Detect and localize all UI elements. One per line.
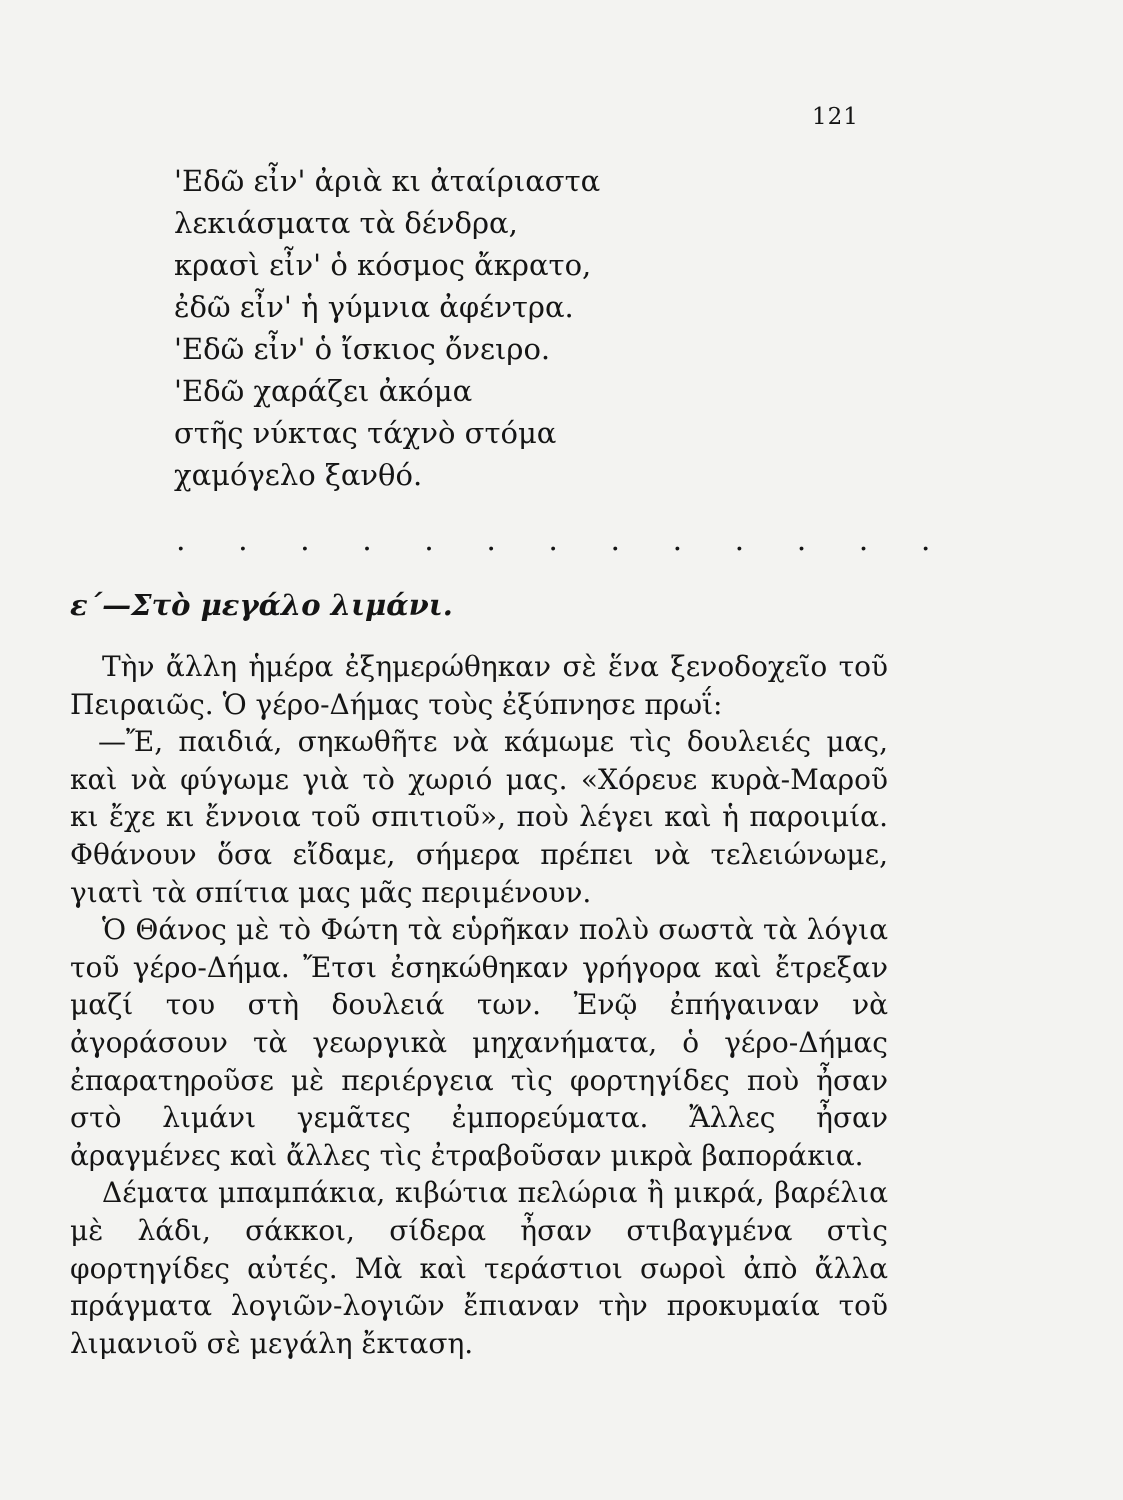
page-number: 121: [812, 104, 859, 130]
poem-line: στῆς νύκτας τάχνὸ στόμα: [174, 416, 557, 450]
poem-line: λεκιάσματα τὰ δένδρα,: [174, 206, 518, 240]
section-title: ε΄—Στὸ μεγάλο λιμάνι.: [70, 588, 453, 622]
poem-line: 'Εδῶ εἶν' ὁ ἴσκιος ὄνειρο.: [174, 332, 551, 366]
poem-line: 'Εδῶ εἶν' ἀριὰ κι ἀταίριαστα: [174, 164, 601, 198]
paragraph: Ὁ Θάνος μὲ τὸ Φώτη τὰ εὑρῆκαν πολὺ σωστὰ τὰ λόγια τοῦ γέρο-Δήμα. Ἔτσι ἐσηκώθηκαν γρήγορα καὶ ἔτρεξαν μαζί του στὴ δουλειά των. Ἐνῷ ἐπήγαιναν νὰ ἀγοράσουν τὰ γεωργικὰ μηχανήματα, ὁ γέρο-Δήμας ἐπαρατηροῦσε μὲ περιέργεια τὶς φορτηγίδες ποὺ ἦσαν στὸ λιμάνι γεμᾶτες ἐμπορεύματα. Ἄλλες ἦσαν ἀραγμένες καὶ ἄλλες τὶς ἐτραβοῦσαν μικρὰ βαποράκια.: [70, 913, 888, 1172]
poem-line: ἐδῶ εἶν' ἡ γύμνια ἀφέντρα.: [174, 290, 574, 324]
dialogue-paragraph: —Ἔ, παιδιά, σηκωθῆτε νὰ κάμωμε τὶς δουλειές μας, καὶ νὰ φύγωμε γιὰ τὸ χωριό μας. «Χόρευε κυρὰ-Μαροῦ κι ἔχε κι ἔννοια τοῦ σπιτιοῦ», ποὺ λέγει καὶ ἡ παροιμία. Φθάνουν ὅσα εἴδαμε, σήμερα πρέπει νὰ τελειώνωμε, γιατὶ τὰ σπίτια μας μᾶς περιμένουν.: [70, 725, 888, 909]
poem-line: χαμόγελο ξανθό.: [174, 458, 423, 492]
poem-line: κρασὶ εἶν' ὁ κόσμος ἄκρατο,: [174, 248, 592, 282]
paragraph: Δέματα μπαμπάκια, κιβώτια πελώρια ἢ μικρά, βαρέλια μὲ λάδι, σάκκοι, σίδερα ἦσαν στιβαγμένα στὶς φορτηγίδες αὐτές. Μὰ καὶ τεράστιοι σωροὶ ἀπὸ ἄλλα πράγματα λογιῶν-λογιῶν ἔπιαναν τὴν προκυμαία τοῦ λιμανιοῦ σὲ μεγάλη ἔκταση.: [70, 1176, 888, 1360]
poem-stanza: [174, 160, 600, 496]
ellipsis-separator: . . . . . . . . . . . . .: [176, 523, 952, 558]
poem-line: 'Εδῶ χαράζει ἀκόμα: [174, 374, 473, 408]
paragraph: Τὴν ἄλλη ἡμέρα ἐξημερώθηκαν σὲ ἕνα ξενοδοχεῖο τοῦ Πειραιῶς. Ὁ γέρο-Δήμας τοὺς ἐξύπνησε πρωΐ:: [70, 650, 888, 721]
prose-body: [70, 648, 888, 1362]
